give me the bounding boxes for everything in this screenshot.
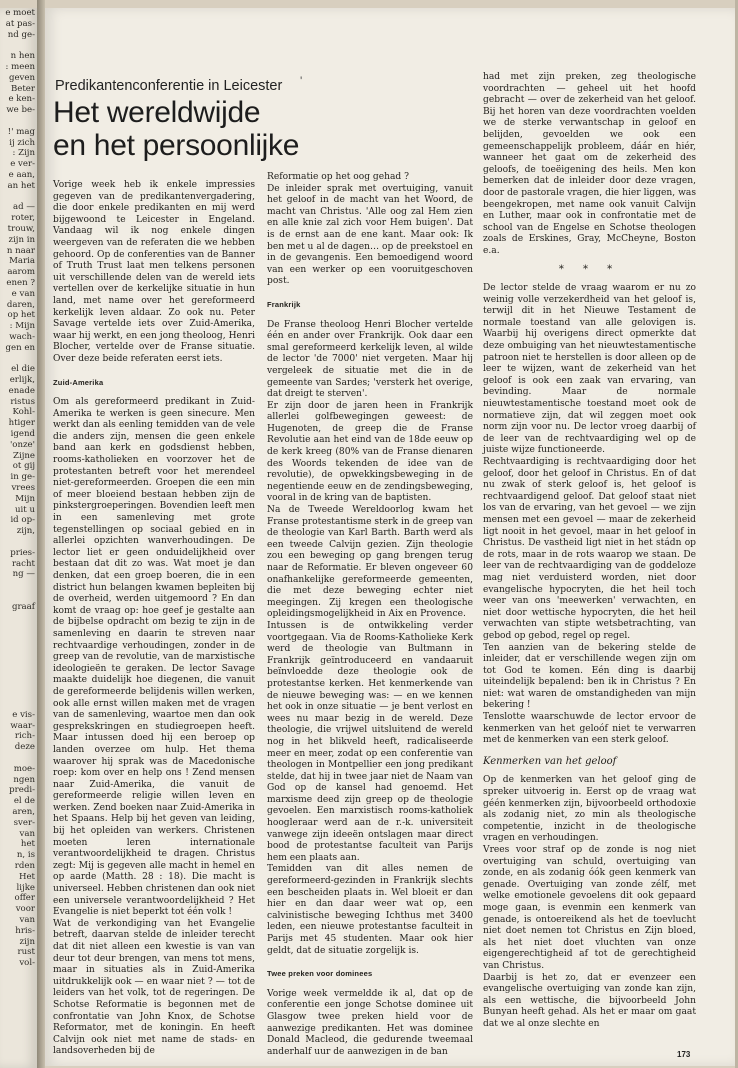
previous-page-fragment: aarom: [7, 267, 35, 278]
column-1: [53, 180, 255, 1058]
previous-page-fragment: el de: [13, 796, 35, 807]
previous-page-fragment: [0, 645, 37, 656]
previous-page-fragment: zijn,: [16, 526, 35, 537]
previous-page-fragment: [0, 116, 37, 127]
previous-page-fragment: e vis-: [12, 709, 35, 720]
previous-page-fragment: van: [19, 828, 35, 839]
subheading-zuid-amerika: Zuid-Amerika: [53, 377, 104, 387]
previous-page-fragment: [0, 677, 37, 688]
article-page: [45, 8, 735, 1066]
previous-page-fragment: aren,: [12, 806, 35, 817]
previous-page-fragment: [0, 623, 37, 634]
previous-page-fragment: n naar: [6, 245, 35, 256]
previous-page-fragment: offer: [14, 893, 35, 904]
previous-page-fragment: e ver-: [10, 159, 35, 170]
previous-page-fragment: enade: [8, 385, 35, 396]
paragraph: De lector stelde de vraag waarom er nu zo weinig volle verzekerdheid van het geloof is, terwijl dit in het Nieuwe Testament de normale toestand van alle gelovigen is. Waarbij hij overigens direct opmerkte dat deze ombuiging van het nieuwtestamentische patroon niet te herstellen is door alleen op de leer te wijzen, want de zekerheid van het geloof is ook een zaak van ervaring, van bevinding. Maar de normale nieuwtestamentische toestand moet ook de normatieve zijn, dat wil zeggen moet ook norm zijn voor nu. De lector vroeg daarbij of de leer van de rechtvaardiging wel op de juiste wijze functioneerde.: [483, 283, 696, 456]
previous-page-fragment: Beter: [10, 83, 35, 94]
previous-page-fragment: e aan,: [8, 169, 35, 180]
previous-page-fragment: n, is: [16, 850, 35, 861]
previous-page-fragment: id op-: [10, 515, 35, 526]
paragraph: Om als gereformeerd predikant in Zuid-Amerika te werken is geen sinecure. Men werkt dan als eenling temidden van de vele die anders zijn, mensen die geen enkele band aan kerk en godsdienst hebben, rooms-katholieken en voorzover het de protestanten betreft voor het merendeel niet-gereformeerden. Groepen die een min of meer bloeiend bestaan hebben zijn de pinkstergroeperingen. Bovendien leeft men in een samenleving met grote tegenstellingen op sociaal gebied en in allerlei opzichten wanverhoudingen. De lector liet er geen onduidelijkheid over bestaan dat dit zo was. Wat moet je dan denken, dat een groep boeren, die in een district hun belangen kwamen bepleiten bij de overheid, werden uitgemoord ? En dan komt de vraag op: hoe geef je gestalte aan de bijbelse opdracht om bezig te zijn in de samenleving en daarin te streven naar rechtvaardige verhoudingen, zonder in de greep van de revolutie, van de marxistische ideologieën te geraken. De lector Savage maakte duidelijk hoe diegenen, die vanuit de gereformeerde belijdenis willen werken, ook alle ernst willen maken met de vragen van de samenleving, waartoe men dan ook gesprekskringen en studiegroepen heeft. Maar intussen doed hij een beroep op landen overzee om hulp. Het thema waarover hij sprak was de Macedonische roep: kom over en help ons ! Zend mensen naar Zuid-Amerika, die vanuit de gereformeerde religie willen leven en werken. Zend boeken naar Zuid-Amerika in het Spaans. Help bij het geven van leiding, bij het opleiden van werkers. Christenen moeten leren internationale verantwoordelijkheid te dragen. Christus zegt: Mij is gegeven alle macht in hemel en op aarde (Matth. 28 : 18). Die macht is universeel. Hebben christenen dan ook niet een universele verantwoordelijkheid ? Het Evangelie is niet beperkt tot één volk !: [53, 397, 255, 918]
paragraph: Na de Tweede Wereldoorlog kwam het Franse protestantisme sterk in de greep van de theologie van Karl Barth. Barth werd als een tweede Calvijn gezien. Zijn theologie zou een beweging op gang brengen terug naar de Reformatie. Er bleven ongeveer 60 onafhankelijke gereformeerde gemeenten, die met deze beweging echter niet meegingen. Zij kregen een theologische opleidingsmogelijkheid in Aix en Provence.: [267, 505, 473, 620]
previous-page-fragment: ng —: [12, 569, 35, 580]
previous-page-fragment: [0, 634, 37, 645]
title-line-1: Het wereldwijde: [53, 96, 261, 129]
previous-page-fragment: het: [20, 839, 35, 850]
previous-page-fragment: [0, 688, 37, 699]
article-kicker: Predikantenconferentie in Leicester: [55, 78, 283, 94]
previous-page-fragment: e van: [11, 288, 35, 299]
previous-page-fragment: htiger: [8, 418, 35, 429]
intro-paragraph: Vorige week heb ik enkele impressies gegeven van de predikantenvergadering, die door enkele predikanten en mij werd bijgewoond te Leicester in Engeland. Vandaag wil ik nog enkele dingen weergeven van de referaten die we hebben gehoord. Op de conferenties van de Banner of Truth Trust laat men telkens personen uit verschillende delen van de wereld iets vertellen over de kerkelijke situatie in hun land, met name over het gereformeerd kerkelijk leven aldaar. Zo ook nu. Peter Savage vertelde iets over Zuid-Amerika, waar hij werkt, en een jong theoloog, Henri Blocher, vertelde over de Franse situatie. Over deze beide referaten eerst iets.: [53, 180, 255, 364]
previous-page-fragment: van: [19, 914, 35, 925]
previous-page-fragment: Het: [18, 871, 35, 882]
previous-page-fragment: zijn in: [8, 234, 35, 245]
previous-page-fragment: n hen: [10, 51, 35, 62]
column-3: [483, 72, 696, 1031]
previous-page-fragment: : Mijn: [9, 321, 35, 332]
previous-page-fragment: enen ?: [6, 277, 35, 288]
previous-page-fragment: : Zijn: [12, 148, 35, 159]
paragraph: Er zijn door de jaren heen in Frankrijk allerlei golfbewegingen geweest: de Hugenoten, de greep die de Franse Revolutie aan het eind van de 18de eeuw op de kerk kreeg (80% van de Franse dienaren des Woords tekenden de idee van de revolutie), de opwekkingsbeweging in de negentiende eeuw en de zendingsbeweging, vooral in de kring van de baptisten.: [267, 400, 473, 504]
previous-page-fragment: e ken-: [8, 94, 35, 105]
previous-page-fragment: Zijne: [12, 450, 35, 461]
paragraph: De Franse theoloog Henri Blocher vertelde één en ander over Frankrijk. Ook daar een smal gereformeerd kerkelijk leven, al wilde de lector 'de 7000' niet vergeten. Maar hij vergeleek de situatie met die in de gemeente van Sardes; 'versterk het overige, dat dreigt te sterven'.: [267, 319, 473, 400]
paragraph: Tenslotte waarschuwde de lector ervoor de kenmerken van het geloóf niet te verwarren met de kenmerken van een sterk geloof.: [483, 712, 696, 746]
previous-page-fragment: [0, 192, 37, 203]
previous-page-fragment: ad —: [13, 202, 35, 213]
previous-page-fragment: roter,: [11, 213, 35, 224]
previous-page-fragment: moe-: [13, 763, 35, 774]
previous-page-fragment: ristus: [10, 396, 35, 407]
previous-page-fragment: Maria: [9, 256, 35, 267]
previous-page-text: [0, 8, 37, 969]
previous-page-fragment: rich-: [14, 731, 35, 742]
previous-page-fragment: an het: [7, 180, 35, 191]
previous-page-fragment: [0, 753, 37, 764]
page-number: 173: [677, 1050, 691, 1059]
previous-page-fragment: sver-: [13, 817, 35, 828]
previous-page-fragment: uit u: [14, 504, 35, 515]
previous-page-fragment: Mijn: [15, 493, 35, 504]
previous-page-fragment: zijn: [19, 936, 35, 947]
previous-page-fragment: pries-: [10, 547, 35, 558]
paragraph: De inleider sprak met overtuiging, vanuit het geloof in de macht van het Woord, de macht van Christus. 'Alle oog zal Hem zien en alle knie zal zich voor Hem buigen'. Dat is de ernst aan de ene kant. Maar ook: Ik ben met u al de dagen… op de preekstoel en in de gevangenis. Een bemoedigend woord van een werker op een vooruitgeschoven post.: [267, 183, 473, 287]
page-gutter: [37, 0, 45, 1068]
previous-page-fragment: 'onze': [9, 439, 35, 450]
previous-page-fragment: ot gij: [12, 461, 35, 472]
previous-page-fragment: vol-: [19, 958, 35, 969]
paragraph: Ten aanzien van de bekering stelde de inleider, dat er verschillende wegen zijn om tot God te komen. Eén ding is daarbij uiteindelijk bepalend: ben ik in Christus ? En niet: wat waren de omstandigheden van mijn bekering !: [483, 642, 696, 711]
paragraph: Temidden van dit alles nemen de gereformeerd-gezinden in Frankrijk slechts een bescheiden plaats in. Wel bloeit er dan hier en dan daar weer wat op, een calvinistische beweging Ichthus met 3400 leden, een nieuwe protestantse faculteit in Parijs met 45 studenten. Maar ook hier geldt, dat de situatie zorgelijk is.: [267, 864, 473, 956]
previous-page-fragment: geven: [8, 72, 35, 83]
previous-page-fragment: waar-: [10, 720, 35, 731]
previous-page-fragment: !' mag: [7, 126, 35, 137]
subheading-frankrijk: Frankrijk: [267, 299, 301, 309]
previous-page-fragment: vrees: [11, 483, 35, 494]
paragraph: Reformatie op het oog gehad ?: [267, 172, 409, 182]
previous-page-fragment: lijke: [16, 882, 35, 893]
subheading-kenmerken: Kenmerken van het geloof: [483, 755, 617, 767]
section-divider: * * *: [558, 263, 621, 275]
previous-page-fragment: el die: [11, 364, 35, 375]
previous-page-fragment: rden: [14, 860, 35, 871]
paragraph: Daarbij is het zo, dat er evenzeer een evangelische overtuiging van zonde kan zijn, als een wettische, die bijvoorbeeld John Bunyan heeft gehad. Als het er maar om gaat dat we al onze slechte en: [483, 972, 696, 1029]
kicker-mark: ': [300, 74, 303, 88]
previous-page-fragment: [0, 613, 37, 624]
previous-page-fragment: wach-: [9, 331, 35, 342]
paragraph: Wat de verkondiging van het Evangelie betreft, daarvan stelde de inleider terecht dat dit niet alleen een kwestie is van van deur tot deur brengen, van mens tot mens, maar in situaties als in Zuid-Amerika uitdrukkelijk ook — en waar niet ? — tot de leiders van het volk, tot de regeringen. De Schotse Reformatie is begonnen met de confrontatie van John Knox, de Schotse Reformator, met de koningin. En heeft Calvijn ook niet met name de stads- en landsoverheden bij de: [53, 918, 255, 1057]
previous-page-fragment: hris-: [15, 925, 35, 936]
previous-page-fragment: e moet: [5, 8, 35, 18]
previous-page-fragment: [0, 699, 37, 710]
previous-page-fragment: [0, 354, 37, 365]
previous-page-fragment: nd ge-: [7, 29, 35, 40]
paragraph: Vrees voor straf op de zonde is nog niet overtuiging van schuld, overtuiging van zonde, en als zodanig óók geen kenmerk van genade. Overtuiging van zonde zélf, met welke emotionele gevoelens dit ook gepaard moge gaan, is evenmin een kenmerk van genade, is ontoereikend als het de toevlucht niet doet nemen tot Christus en Zijn bloed, als het niet doet vluchten van onze eigengerechtigheid af tot de gerechtigheid van Christus.: [483, 845, 696, 971]
previous-page-fragment: [0, 40, 37, 51]
paragraph: had met zijn preken, zeg theologische voordrachten — geheel uit het hoofd gebracht — over de zekerheid van het geloof. Bij het horen van deze voordrachten voelden we de sterke verwantschap in geloof en belijden, gevoelden we ook een gemeenschappelijk probleem, dáár en hiér, wanneer het gaat om de zekerheid des geloofs, de toeëigening des heils. Men kon bemerken dat de inleider door deze vragen, door de pastorale vragen, die hier liggen, was beengekropen, met name ook vanuit Calvijn en Luther, maar ook in confrontatie met de school van de Engelse en Schotse theologen zoals de Erskines, Gray, McCheyne, Boston e.a.: [483, 72, 696, 256]
previous-page-fragment: [0, 537, 37, 548]
previous-page-fragment: igend: [10, 429, 35, 440]
title-line-2: en het persoonlijke: [53, 129, 300, 162]
previous-page-fragment: [0, 580, 37, 591]
article-title: [53, 96, 299, 162]
previous-page-fragment: : meen: [5, 61, 35, 72]
previous-page-fragment: [0, 667, 37, 678]
previous-page-fragment: voor: [15, 904, 35, 915]
column-2: [267, 172, 473, 1058]
previous-page-fragment: Kohl-: [12, 407, 35, 418]
previous-page-fragment: we be-: [6, 105, 35, 116]
previous-page-fragment: [0, 656, 37, 667]
previous-page-fragment: erlijk,: [9, 375, 35, 386]
paragraph: Intussen is de ontwikkeling verder voortgegaan. Via de Rooms-Katholieke Kerk werd de theologie van Bultmann in Frankrijk geïntroduceerd en vandaaruit beïnvloedde deze theologie ook de protestantse kerken. Het kenmerkende van de nieuwe beweging was: — en we kennen het ook in onze situatie — je bent verlost en wees nu maar bezig in de wereld. Deze theologie, die vrijwel uitsluitend de wereld nog in het blikveld heeft, radicaliseerde meer en meer, zodat op een conferentie van theologen in Montpellier een jong predikant stelde, dat hij in twee jaar niet de Naam van God op de kansel had genoemd. Het marxisme deed zijn greep op de theologie gevoelen. Een marxistisch rooms-katholiek hoogleraar werd aan de r.-k. universiteit vanwege zijn ideeën ontslagen maar direct bood de protestantse faculteit van Parijs hem een plaats aan.: [267, 620, 473, 863]
previous-page-fragment: rust: [17, 947, 35, 958]
paragraph: Rechtvaardiging is rechtvaardiging door het geloof, door het geloof in Christus. En of dat nu zwak of sterk geloof is, het geloof is rechtvaardigend geloof. Dat geloof staat niet los van de ervaring, van het gevoel — we zijn mensen met een gevoel — maar de zekerheid ligt nooit in het gevoel, maar in het geloof in Christus. De vastheid ligt niet in het stádn op de rots, maar in de rots waarop we staan. De leer van de rechtvaardiging van de goddeloze mag niet verduisterd worden, niet door evangelische hypocryten, die het heil toch weer van ons 'meewerken' verwachten, en niet door wettische hypocryten, die het heil verwachten van stipte wetsbetrachting, van gebod op gebod, regel op regel.: [483, 457, 696, 641]
previous-page-fragment: predi-: [9, 785, 35, 796]
previous-page-fragment: ij zich: [9, 137, 35, 148]
previous-page-fragment: op het: [7, 310, 35, 321]
previous-page-fragment: deze: [14, 742, 35, 753]
previous-page-fragment: graaf: [11, 601, 35, 612]
previous-page-fragment: racht: [11, 558, 35, 569]
previous-page-fragment: gen en: [5, 342, 35, 353]
previous-page-fragment: trouw,: [7, 223, 35, 234]
subheading-twee-preken: Twee preken voor dominees: [267, 969, 373, 979]
previous-page-edge: [0, 8, 37, 1068]
previous-page-fragment: in ge-: [10, 472, 35, 483]
previous-page-fragment: ngen: [13, 774, 35, 785]
previous-page-fragment: [0, 591, 37, 602]
previous-page-fragment: at pas-: [5, 18, 35, 29]
paragraph: Vorige week vermeldde ik al, dat op de conferentie een jonge Schotse dominee uit Glasgow twee preken hield voor de aanwezige predikanten. Het was dominee Donald Macleod, die gedurende tweemaal anderhalf uur de aanwezigen in de ban: [267, 988, 473, 1057]
paragraph: Op de kenmerken van het geloof ging de spreker uitvoerig in. Eerst op de vraag wat géén kenmerken zijn, bijvoorbeeld orthodoxie als zodanig niet, zo min als theologische competentie, inzicht in de theologische vragen en verhoudingen.: [483, 775, 696, 844]
previous-page-fragment: daren,: [6, 299, 35, 310]
